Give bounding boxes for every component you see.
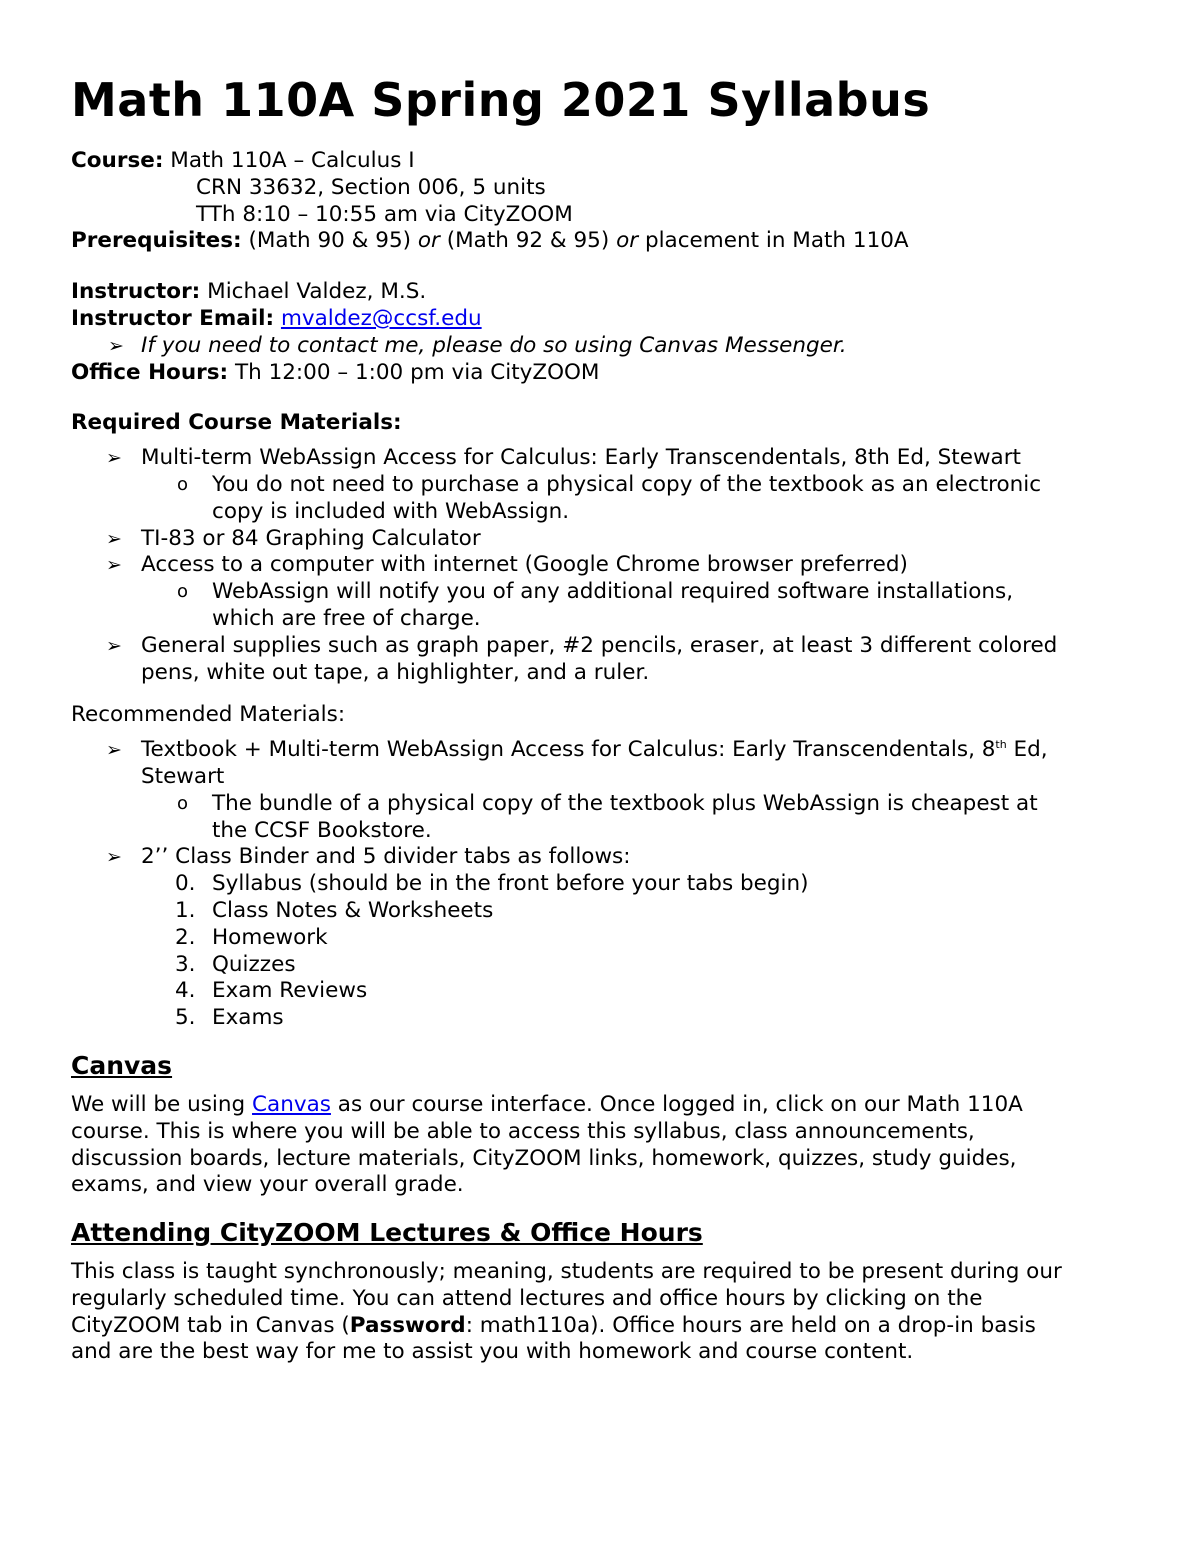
required-item-text: Access to a computer with internet (Google Chrome browser preferred) <box>141 552 908 578</box>
course-schedule: TTh 8:10 – 10:55 am via CityZOOM <box>196 201 573 227</box>
prereq-or2: or <box>616 228 639 254</box>
prereq-part1: (Math 90 & 95) <box>248 228 412 254</box>
required-item-supplies <box>71 633 1141 687</box>
canvas-paragraph <box>71 1092 1141 1199</box>
required-item-text-line1: General supplies such as graph paper, #2 pencils, eraser, at least 3 different colored <box>141 632 1058 658</box>
tab-number: 0. <box>175 871 196 897</box>
canvas-line1 <box>71 1092 1141 1119</box>
office-hours-label: Office Hours: <box>71 359 229 385</box>
course-name: Math 110A – Calculus I <box>170 148 415 173</box>
tab-list-item <box>71 871 1141 898</box>
tab-list-item <box>71 978 1141 1005</box>
subitem-text-line1: The bundle of a physical copy of the textbook plus WebAssign is cheapest at <box>212 790 1038 816</box>
prerequisites-line <box>71 228 1141 255</box>
tab-number: 4. <box>175 978 196 1004</box>
hollow-circle-bullet-icon: o <box>177 581 189 603</box>
arrowhead-bullet-icon: ➢ <box>106 554 122 577</box>
contact-note <box>71 333 1141 360</box>
arrowhead-bullet-icon: ➢ <box>108 334 124 357</box>
recommended-item-text-line1 <box>141 737 1141 764</box>
canvas-line4: exams, and view your overall grade. <box>71 1172 464 1198</box>
course-crn: CRN 33632, Section 006, 5 units <box>196 174 546 200</box>
required-materials-heading: Required Course Materials: <box>71 410 402 436</box>
instructor-label: Instructor: <box>71 279 201 305</box>
required-item-text: Multi-term WebAssign Access for Calculus: Early Transcendentals, 8th Ed, Stewart <box>141 445 1021 471</box>
tab-number: 5. <box>175 1005 196 1031</box>
prereq-part3: placement in Math 110A <box>644 228 909 254</box>
course-label: Course: <box>71 148 164 173</box>
tab-label: Homework <box>212 924 328 950</box>
hollow-circle-bullet-icon: o <box>177 473 189 495</box>
attending-heading: Attending CityZOOM Lectures & Office Hours <box>71 1218 703 1248</box>
instructor-name: Michael Valdez, M.S. <box>207 279 427 305</box>
arrowhead-bullet-icon: ➢ <box>106 447 122 470</box>
canvas-line3: discussion boards, lecture materials, CityZOOM links, homework, quizzes, study guides, <box>71 1145 1017 1171</box>
recommended-item-binder <box>71 844 1141 871</box>
required-item-text-line2: pens, white out tape, a highlighter, and a ruler. <box>141 659 650 685</box>
tab-list-item <box>71 1005 1141 1032</box>
course-line <box>71 148 1141 175</box>
canvas-text: We will be using <box>71 1091 253 1117</box>
recommended-text-part: Textbook + Multi-term WebAssign Access for Calculus: Early Transcendentals, 8 <box>141 737 996 763</box>
password-label: Password <box>349 1312 466 1338</box>
subitem-text-line2: the CCSF Bookstore. <box>212 817 432 843</box>
required-item-webassign <box>71 445 1141 472</box>
tab-list-item <box>71 925 1141 952</box>
attending-paragraph <box>71 1259 1141 1366</box>
instructor-email-label: Instructor Email: <box>71 305 275 331</box>
syllabus-document <box>71 72 1141 1366</box>
recommended-materials-heading: Recommended Materials: <box>71 702 346 728</box>
tab-number: 1. <box>175 897 196 923</box>
required-subitem-software <box>71 579 1141 633</box>
arrowhead-bullet-icon: ➢ <box>106 527 122 550</box>
canvas-line2: course. This is where you will be able to access this syllabus, class announcements, <box>71 1118 975 1144</box>
attending-line2: regularly scheduled time. You can attend lectures and office hours by clicking on the <box>71 1285 983 1311</box>
attending-text: CityZOOM tab in Canvas ( <box>71 1312 350 1338</box>
canvas-heading: Canvas <box>71 1050 173 1080</box>
hollow-circle-bullet-icon: o <box>177 792 189 814</box>
required-item-text: TI-83 or 84 Graphing Calculator <box>141 525 481 551</box>
recommended-text-part: Ed, <box>1006 737 1048 763</box>
arrowhead-bullet-icon: ➢ <box>106 634 122 657</box>
office-hours-line <box>71 360 1141 387</box>
superscript-th: th <box>995 737 1007 751</box>
instructor-email-link[interactable]: mvaldez@ccsf.edu <box>280 305 482 331</box>
tab-label: Class Notes & Worksheets <box>212 897 494 923</box>
recommended-item-textbook <box>71 737 1141 791</box>
required-item-calculator <box>71 526 1141 553</box>
attending-text: : math110a). Office hours are held on a drop-in basis <box>465 1312 1036 1338</box>
instructor-line <box>71 279 1141 306</box>
required-item-computer <box>71 552 1141 579</box>
office-hours-value: Th 12:00 – 1:00 pm via CityZOOM <box>234 359 600 385</box>
canvas-link[interactable]: Canvas <box>252 1091 331 1117</box>
subitem-text-line2: which are free of charge. <box>212 605 481 631</box>
tab-label: Exam Reviews <box>212 978 368 1004</box>
required-subitem-textbook <box>71 472 1141 526</box>
attending-line1: This class is taught synchronously; meaning, students are required to be present during our <box>71 1259 1062 1285</box>
tab-list-item <box>71 952 1141 979</box>
recommended-subitem-bundle <box>71 791 1141 845</box>
prerequisites-label: Prerequisites: <box>71 228 242 254</box>
recommended-item-text-line2: Stewart <box>141 763 225 789</box>
tab-number: 3. <box>175 951 196 977</box>
prereq-or1: or <box>417 228 440 254</box>
subitem-text-line1: WebAssign will notify you of any additional required software installations, <box>212 579 1014 605</box>
page-title: Math 110A Spring 2021 Syllabus <box>71 73 931 127</box>
subitem-text-line2: copy is included with WebAssign. <box>212 498 570 524</box>
canvas-text: as our course interface. Once logged in, click on our Math 110A <box>330 1091 1023 1117</box>
attending-line4: and are the best way for me to assist you with homework and course content. <box>71 1339 914 1365</box>
tab-label: Quizzes <box>212 951 296 977</box>
tab-label: Exams <box>212 1005 284 1031</box>
tab-number: 2. <box>175 924 196 950</box>
subitem-text-line1: You do not need to purchase a physical copy of the textbook as an electronic <box>212 471 1042 497</box>
instructor-email-line <box>71 306 1141 333</box>
tab-label: Syllabus (should be in the front before your tabs begin) <box>212 871 809 897</box>
recommended-item-text: 2’’ Class Binder and 5 divider tabs as follows: <box>141 844 631 870</box>
attending-line3 <box>71 1313 1141 1340</box>
tab-list-item <box>71 898 1141 925</box>
arrowhead-bullet-icon: ➢ <box>106 739 122 762</box>
arrowhead-bullet-icon: ➢ <box>106 846 122 869</box>
contact-note-text: If you need to contact me, please do so using Canvas Messenger. <box>141 332 847 358</box>
prereq-part2: (Math 92 & 95) <box>446 228 610 254</box>
